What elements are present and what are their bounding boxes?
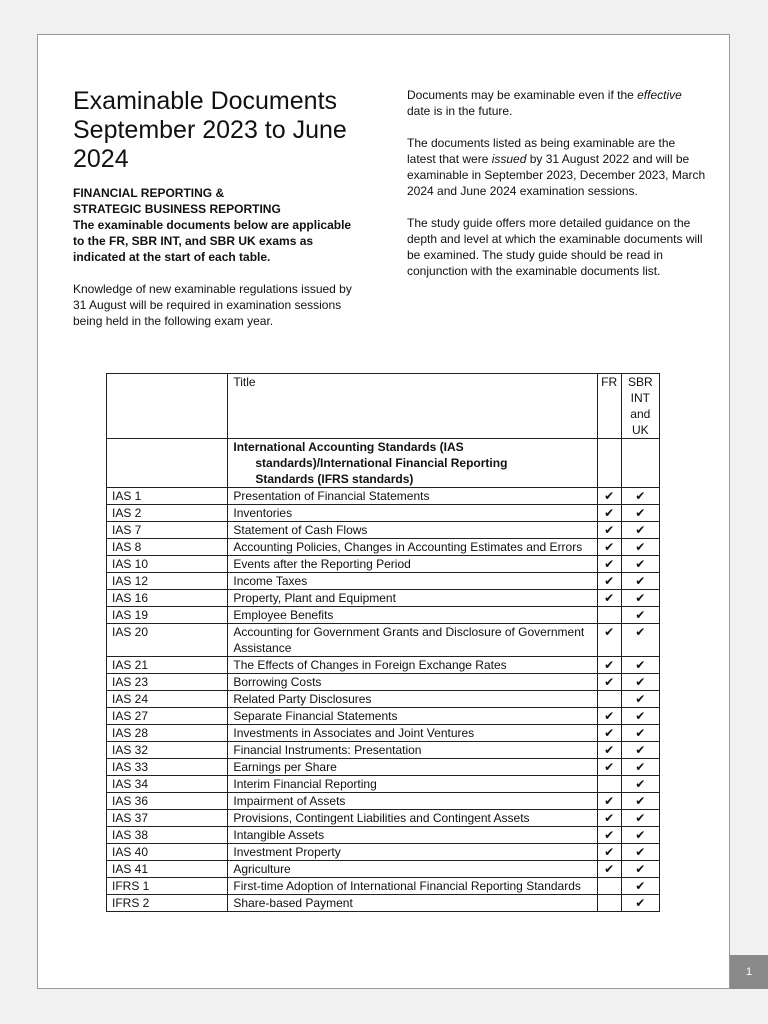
issued-emphasis: issued: [491, 152, 527, 166]
row-fr-tick: ✔: [597, 810, 621, 827]
row-code: IAS 1: [107, 488, 228, 505]
table-row: [107, 861, 660, 878]
table-row: [107, 657, 660, 674]
row-title: Provisions, Contingent Liabilities and Contingent Assets: [228, 810, 597, 827]
table-row: [107, 776, 660, 793]
table-row: [107, 759, 660, 776]
row-sbr-tick: ✔: [621, 742, 659, 759]
row-sbr-tick: ✔: [621, 488, 659, 505]
row-code: IAS 28: [107, 725, 228, 742]
table-row: [107, 895, 660, 912]
page-title: Examinable Documents September 2023 to June 2024: [73, 87, 347, 173]
table-row: [107, 674, 660, 691]
row-code: IFRS 1: [107, 878, 228, 895]
row-sbr-tick: ✔: [621, 624, 659, 657]
row-code: IFRS 2: [107, 895, 228, 912]
intro-right: [407, 87, 707, 295]
row-fr-tick: [597, 895, 621, 912]
row-fr-tick: ✔: [597, 793, 621, 810]
row-title: Share-based Payment: [228, 895, 597, 912]
table-row: [107, 725, 660, 742]
row-sbr-tick: ✔: [621, 691, 659, 708]
row-sbr-tick: ✔: [621, 505, 659, 522]
document-page: [37, 34, 730, 989]
row-sbr-tick: ✔: [621, 539, 659, 556]
row-title: Inventories: [228, 505, 597, 522]
row-fr-tick: ✔: [597, 505, 621, 522]
row-title: Interim Financial Reporting: [228, 776, 597, 793]
row-title: Separate Financial Statements: [228, 708, 597, 725]
table-row: [107, 488, 660, 505]
page-number: 1: [730, 955, 768, 989]
table-row: [107, 505, 660, 522]
row-code: IAS 23: [107, 674, 228, 691]
row-fr-tick: ✔: [597, 759, 621, 776]
row-sbr-tick: ✔: [621, 607, 659, 624]
row-title: Agriculture: [228, 861, 597, 878]
row-title: Presentation of Financial Statements: [228, 488, 597, 505]
row-title: Accounting for Government Grants and Disclosure of Government Assistance: [228, 624, 597, 657]
issued-paragraph: The documents listed as being examinable are the latest that were issued by 31 August 2022 and will be examinable in September 2023, December 2023, March 2024 and June 2024 examination sessions.: [407, 136, 706, 198]
table-row: [107, 793, 660, 810]
row-title: Impairment of Assets: [228, 793, 597, 810]
section-heading-row: [107, 439, 660, 488]
table-header-row: [107, 374, 660, 439]
table-row: [107, 624, 660, 657]
row-fr-tick: ✔: [597, 488, 621, 505]
row-sbr-tick: ✔: [621, 522, 659, 539]
row-code: IAS 40: [107, 844, 228, 861]
table-row: [107, 539, 660, 556]
row-code: IAS 41: [107, 861, 228, 878]
header-fr: FR: [597, 374, 621, 439]
row-sbr-tick: ✔: [621, 759, 659, 776]
intro-bold-text: The examinable documents below are applicable to the FR, SBR INT, and SBR UK exams as indicated at the start of each table.: [73, 218, 352, 264]
row-fr-tick: ✔: [597, 522, 621, 539]
table-row: [107, 827, 660, 844]
effective-emphasis: effective: [637, 88, 682, 102]
row-code: IAS 34: [107, 776, 228, 793]
row-title: Financial Instruments: Presentation: [228, 742, 597, 759]
row-title: Employee Benefits: [228, 607, 597, 624]
row-code: IAS 36: [107, 793, 228, 810]
table-row: [107, 742, 660, 759]
row-sbr-tick: ✔: [621, 708, 659, 725]
row-title: First-time Adoption of International Financial Reporting Standards: [228, 878, 597, 895]
table-row: [107, 590, 660, 607]
row-sbr-tick: ✔: [621, 895, 659, 912]
row-fr-tick: ✔: [597, 827, 621, 844]
row-code: IAS 27: [107, 708, 228, 725]
row-fr-tick: ✔: [597, 657, 621, 674]
row-sbr-tick: ✔: [621, 590, 659, 607]
row-fr-tick: [597, 607, 621, 624]
row-sbr-tick: ✔: [621, 674, 659, 691]
row-code: IAS 32: [107, 742, 228, 759]
row-fr-tick: ✔: [597, 573, 621, 590]
intro-left: [73, 185, 363, 329]
row-title: Intangible Assets: [228, 827, 597, 844]
subject-heading-line2: STRATEGIC BUSINESS REPORTING: [73, 202, 281, 216]
table-row: [107, 607, 660, 624]
row-sbr-tick: ✔: [621, 573, 659, 590]
table-row: [107, 522, 660, 539]
row-code: IAS 33: [107, 759, 228, 776]
row-sbr-tick: ✔: [621, 827, 659, 844]
row-fr-tick: [597, 878, 621, 895]
row-sbr-tick: ✔: [621, 725, 659, 742]
row-fr-tick: ✔: [597, 590, 621, 607]
row-title: Property, Plant and Equipment: [228, 590, 597, 607]
study-guide-paragraph: The study guide offers more detailed guidance on the depth and level at which the examinable documents will be examined. The study guide should be read in conjunction with the examinable documents list.: [407, 216, 703, 278]
knowledge-paragraph: Knowledge of new examinable regulations issued by 31 August will be required in examination sessions being held in the following exam year.: [73, 282, 352, 328]
row-title: Events after the Reporting Period: [228, 556, 597, 573]
row-code: IAS 24: [107, 691, 228, 708]
row-sbr-tick: ✔: [621, 793, 659, 810]
table-row: [107, 556, 660, 573]
section-heading: International Accounting Standards (IAS standards)/International Financial Reporting Standards (IFRS standards): [228, 439, 597, 488]
row-code: IAS 2: [107, 505, 228, 522]
table-row: [107, 573, 660, 590]
table-row: [107, 878, 660, 895]
effective-date-paragraph: Documents may be examinable even if the effective date is in the future.: [407, 88, 682, 118]
row-sbr-tick: ✔: [621, 776, 659, 793]
row-code: IAS 10: [107, 556, 228, 573]
row-code: IAS 7: [107, 522, 228, 539]
row-code: IAS 38: [107, 827, 228, 844]
row-code: IAS 8: [107, 539, 228, 556]
table-row: [107, 708, 660, 725]
row-fr-tick: ✔: [597, 708, 621, 725]
row-fr-tick: [597, 691, 621, 708]
examinable-documents-table: [106, 373, 660, 912]
row-title: Statement of Cash Flows: [228, 522, 597, 539]
row-code: IAS 16: [107, 590, 228, 607]
row-fr-tick: ✔: [597, 674, 621, 691]
row-sbr-tick: ✔: [621, 556, 659, 573]
row-title: Related Party Disclosures: [228, 691, 597, 708]
header-title: Title: [228, 374, 597, 439]
row-title: Accounting Policies, Changes in Accounting Estimates and Errors: [228, 539, 597, 556]
header-sbr: SBR INT and UK: [621, 374, 659, 439]
row-fr-tick: ✔: [597, 844, 621, 861]
row-title: The Effects of Changes in Foreign Exchange Rates: [228, 657, 597, 674]
row-title: Income Taxes: [228, 573, 597, 590]
row-code: IAS 12: [107, 573, 228, 590]
table-row: [107, 810, 660, 827]
row-code: IAS 19: [107, 607, 228, 624]
row-fr-tick: ✔: [597, 624, 621, 657]
row-title: Earnings per Share: [228, 759, 597, 776]
header-code: [107, 374, 228, 439]
table-row: [107, 844, 660, 861]
row-sbr-tick: ✔: [621, 878, 659, 895]
row-sbr-tick: ✔: [621, 844, 659, 861]
row-title: Borrowing Costs: [228, 674, 597, 691]
row-fr-tick: ✔: [597, 861, 621, 878]
row-fr-tick: ✔: [597, 556, 621, 573]
row-code: IAS 21: [107, 657, 228, 674]
row-title: Investments in Associates and Joint Ventures: [228, 725, 597, 742]
row-code: IAS 37: [107, 810, 228, 827]
row-fr-tick: [597, 776, 621, 793]
row-fr-tick: ✔: [597, 725, 621, 742]
row-sbr-tick: ✔: [621, 657, 659, 674]
row-sbr-tick: ✔: [621, 861, 659, 878]
row-fr-tick: ✔: [597, 742, 621, 759]
subject-heading-line1: FINANCIAL REPORTING &: [73, 186, 225, 200]
row-sbr-tick: ✔: [621, 810, 659, 827]
row-title: Investment Property: [228, 844, 597, 861]
table-row: [107, 691, 660, 708]
row-fr-tick: ✔: [597, 539, 621, 556]
row-code: IAS 20: [107, 624, 228, 657]
